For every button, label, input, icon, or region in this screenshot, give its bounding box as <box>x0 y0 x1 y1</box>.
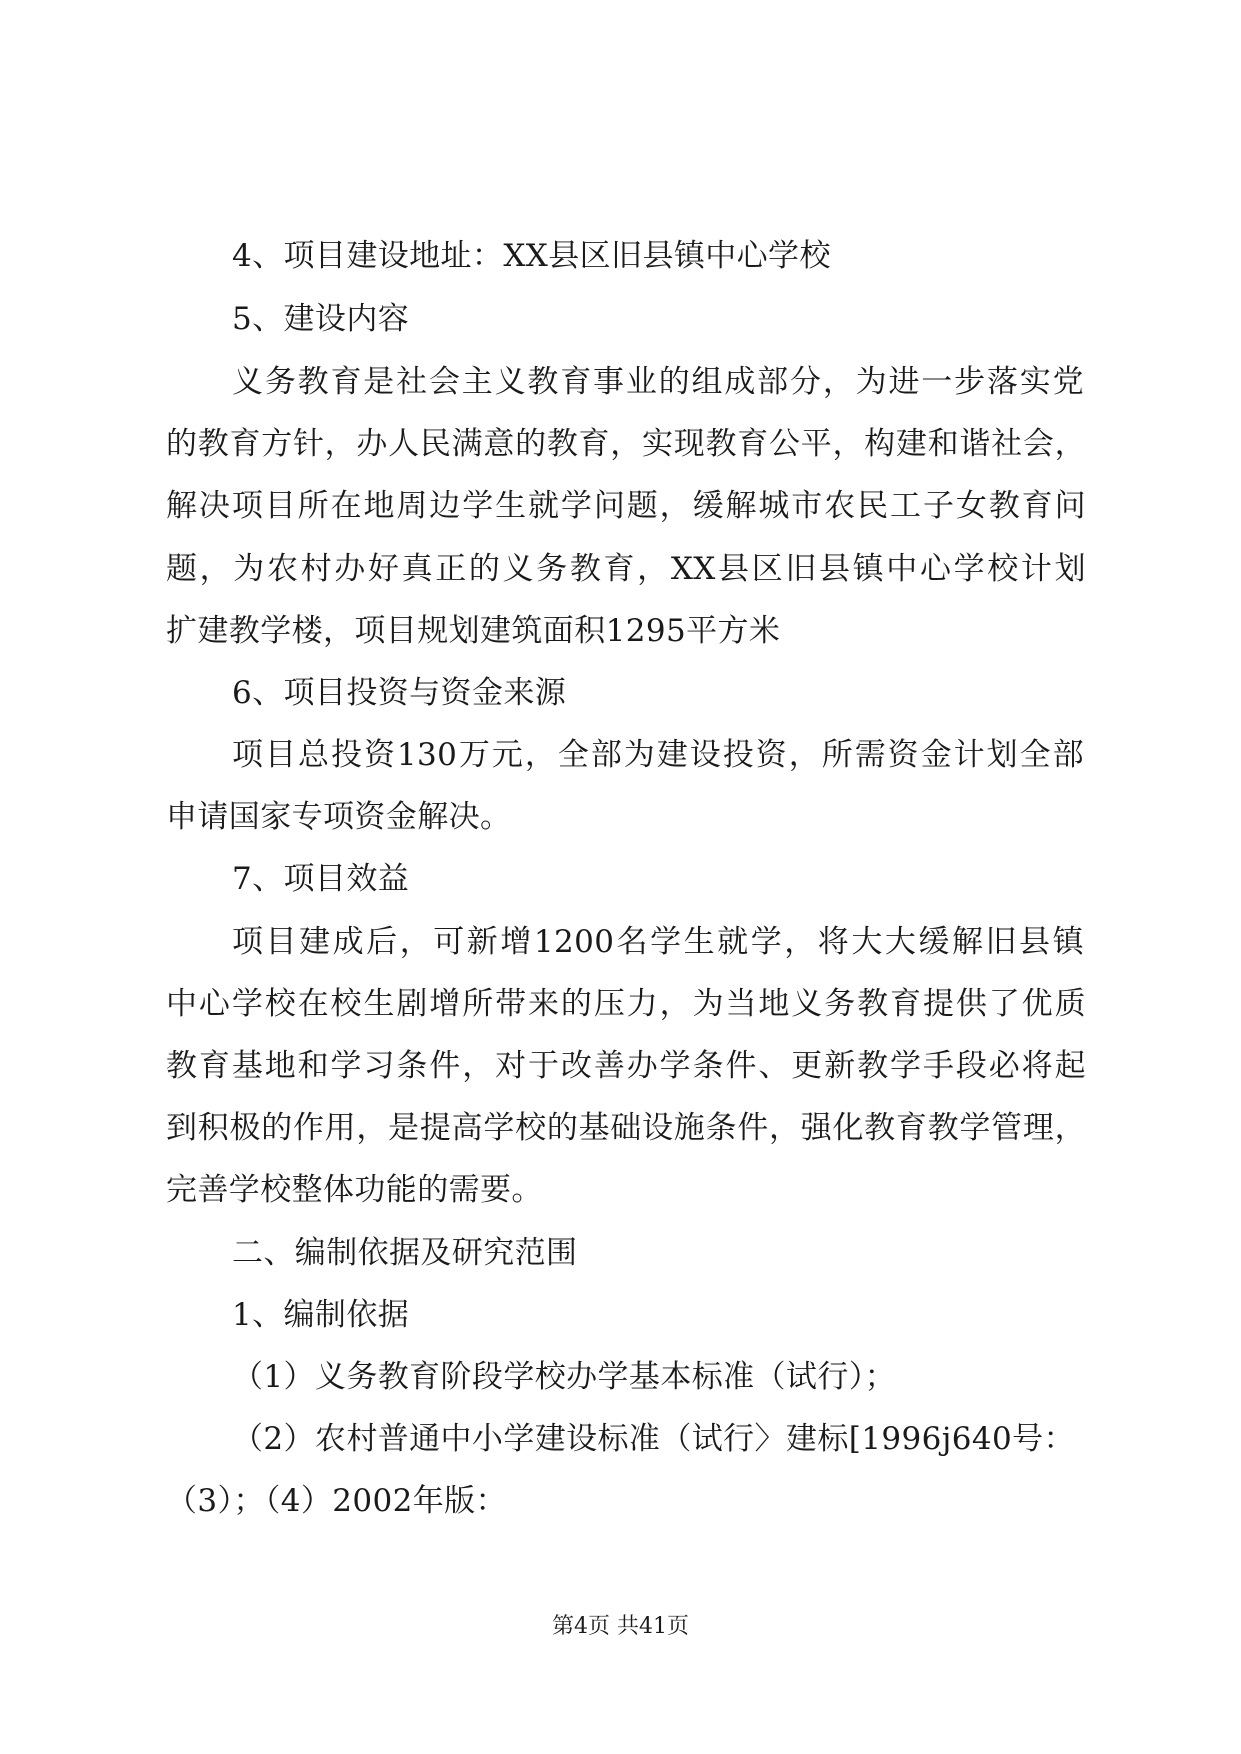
list-item: （3）；（4）2002年版： <box>166 1483 507 1519</box>
section-heading: 7、项目效益 <box>232 861 410 897</box>
list-item: （1）义务教育阶段学校办学基本标准（试行）； <box>232 1359 897 1395</box>
paragraph-line: 题，为农村办好真正的义务教育，XX县区旧县镇中心学校计划 <box>166 551 1086 587</box>
paragraph-line: 申请国家专项资金解决。 <box>166 799 512 835</box>
paragraph-line: 项目总投资130万元，全部为建设投资，所需资金计划全部 <box>232 737 1084 773</box>
paragraph-line: 义务教育是社会主义教育事业的组成部分，为进一步落实党 <box>232 364 1084 400</box>
section-heading: 1、编制依据 <box>232 1297 410 1333</box>
page-number-footer: 第4页 共41页 <box>552 1614 689 1639</box>
paragraph-line: 解决项目所在地周边学生就学问题，缓解城市农民工子女教育问 <box>166 488 1086 524</box>
paragraph-line: 的教育方针，办人民满意的教育，实现教育公平，构建和谐社会， <box>166 426 1086 462</box>
paragraph-line: 到积极的作用，是提高学校的基础设施条件，强化教育教学管理， <box>166 1110 1086 1146</box>
section-heading: 二、编制依据及研究范围 <box>232 1235 578 1271</box>
paragraph-line: 教育基地和学习条件，对于改善办学条件、更新教学手段必将起 <box>166 1048 1086 1084</box>
paragraph-line: 项目建成后，可新增1200名学生就学，将大大缓解旧县镇 <box>232 924 1084 960</box>
section-heading: 5、建设内容 <box>232 301 410 337</box>
section-heading: 6、项目投资与资金来源 <box>232 675 567 711</box>
list-item: （2）农村普通中小学建设标准（试行〉建标[1996j640号： <box>232 1421 1075 1457</box>
paragraph-line: 扩建教学楼，项目规划建筑面积1295平方米 <box>166 613 781 649</box>
paragraph-line: 完善学校整体功能的需要。 <box>166 1172 543 1208</box>
paragraph-line: 4、项目建设地址：XX县区旧县镇中心学校 <box>232 238 831 274</box>
paragraph-line: 中心学校在校生剧增所带来的压力，为当地义务教育提供了优质 <box>166 986 1086 1022</box>
